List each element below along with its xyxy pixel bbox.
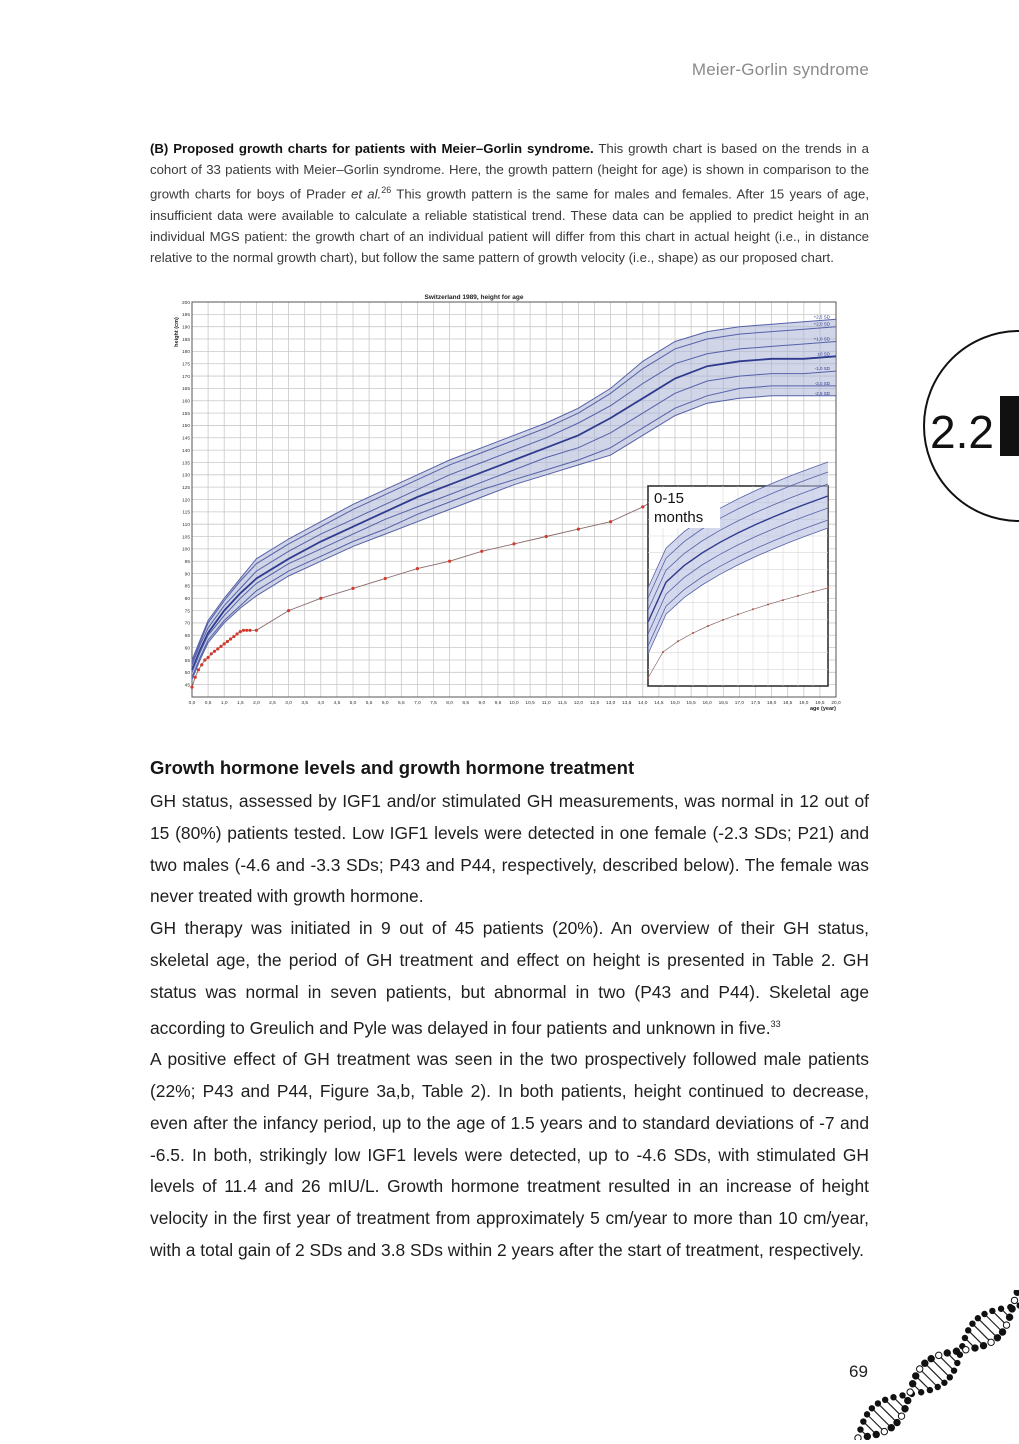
x-tick-label: 1,5 xyxy=(237,700,244,706)
dna-rung xyxy=(931,1359,950,1378)
mgs-point xyxy=(232,635,235,638)
mgs-point xyxy=(512,542,515,545)
body-text xyxy=(150,786,869,1267)
y-tick-label: 80 xyxy=(185,596,191,602)
caption-text: This growth chart is based on the trends in a cohort of 33 patients with Meier–Gorlin syndrome. Here, the growth pattern (height for age) is shown in comparison to the growth charts for boys of Prader xyxy=(150,141,869,202)
x-tick-label: 15,5 xyxy=(686,700,696,706)
dna-node xyxy=(869,1405,875,1411)
dna-node xyxy=(913,1373,919,1379)
running-header: Meier-Gorlin syndrome xyxy=(692,60,869,80)
x-tick-label: 19,0 xyxy=(799,700,809,706)
x-tick-label: 12,5 xyxy=(590,700,600,706)
sd-label: -2,5 SD xyxy=(815,391,831,396)
mgs-point xyxy=(190,686,193,689)
x-tick-label: 8,0 xyxy=(446,700,453,706)
x-tick-label: 17,5 xyxy=(751,700,761,706)
mgs-point xyxy=(210,652,213,655)
caption-et-al: et al. xyxy=(351,187,381,202)
x-tick-label: 9,5 xyxy=(495,700,502,706)
x-tick-label: 0,5 xyxy=(205,700,212,706)
dna-helix-decoration xyxy=(848,1290,1019,1440)
sd-label: +2,0 SD xyxy=(814,322,831,327)
mgs-point xyxy=(239,630,242,633)
sd-label: -2,0 SD xyxy=(815,381,831,386)
mgs-point xyxy=(448,560,451,563)
dna-node xyxy=(888,1425,894,1431)
y-tick-label: 60 xyxy=(185,645,191,651)
dna-node xyxy=(954,1360,960,1366)
y-tick-label: 140 xyxy=(182,448,190,454)
dna-rung xyxy=(972,1324,991,1343)
sd-label: +2,5 SD xyxy=(814,314,831,319)
x-tick-label: 2,5 xyxy=(269,700,276,706)
dna-node xyxy=(936,1352,942,1358)
x-tick-label: 6,0 xyxy=(382,700,389,706)
dna-node xyxy=(975,1315,981,1321)
x-tick-label: 4,0 xyxy=(317,700,324,706)
mgs-point xyxy=(319,597,322,600)
dna-node xyxy=(881,1428,887,1434)
dna-rung xyxy=(920,1369,938,1387)
dna-node xyxy=(917,1366,923,1372)
mgs-point xyxy=(229,637,232,640)
paragraph-2-reference: 33 xyxy=(771,1019,781,1029)
dna-node xyxy=(969,1320,975,1326)
x-tick-label: 3,5 xyxy=(301,700,308,706)
y-tick-label: 115 xyxy=(182,510,190,516)
dna-node xyxy=(899,1392,905,1398)
mgs-point xyxy=(200,663,203,666)
x-tick-label: 19,5 xyxy=(815,700,825,706)
x-tick-label: 5,0 xyxy=(350,700,357,706)
y-tick-label: 200 xyxy=(182,300,190,306)
y-tick-label: 55 xyxy=(185,658,191,664)
dna-node xyxy=(935,1384,941,1390)
dna-node xyxy=(902,1406,908,1412)
y-tick-label: 70 xyxy=(185,621,191,627)
dna-rung xyxy=(872,1408,891,1427)
y-tick-label: 175 xyxy=(182,362,190,368)
x-tick-label: 13,5 xyxy=(622,700,632,706)
x-tick-label: 14,5 xyxy=(654,700,664,706)
dna-node xyxy=(988,1339,994,1345)
mgs-point xyxy=(577,528,580,531)
mgs-point xyxy=(236,632,239,635)
mgs-point xyxy=(416,567,419,570)
dna-node xyxy=(963,1347,969,1353)
dna-node xyxy=(1011,1297,1017,1303)
x-tick-label: 2,0 xyxy=(253,700,260,706)
x-tick-label: 13,0 xyxy=(606,700,616,706)
mgs-point xyxy=(245,629,248,632)
y-tick-label: 45 xyxy=(185,682,191,688)
dna-node xyxy=(989,1308,995,1314)
mgs-point xyxy=(287,609,290,612)
x-tick-label: 7,0 xyxy=(414,700,421,706)
x-tick-label: 16,5 xyxy=(719,700,729,706)
dna-node xyxy=(927,1387,933,1393)
x-tick-label: 10,5 xyxy=(525,700,535,706)
dna-node xyxy=(875,1400,881,1406)
dna-rung xyxy=(985,1314,1003,1332)
dna-node xyxy=(951,1367,957,1373)
x-tick-label: 12,0 xyxy=(574,700,584,706)
growth-chart xyxy=(168,292,848,716)
y-tick-label: 180 xyxy=(182,349,190,355)
mgs-point xyxy=(197,668,200,671)
mgs-point xyxy=(226,640,229,643)
y-tick-label: 85 xyxy=(185,584,191,590)
dna-node xyxy=(855,1435,861,1440)
chapter-tab xyxy=(920,330,1019,522)
mgs-point xyxy=(351,587,354,590)
mgs-point xyxy=(248,629,251,632)
x-tick-label: 18,0 xyxy=(767,700,777,706)
dna-node xyxy=(981,1311,987,1317)
dna-node xyxy=(999,1329,1005,1335)
mgs-point xyxy=(203,658,206,661)
y-tick-label: 170 xyxy=(182,374,190,380)
caption-lead: (B) Proposed growth charts for patients with Meier–Gorlin syndrome. xyxy=(150,141,594,156)
dna-node xyxy=(905,1397,911,1403)
x-tick-label: 1,0 xyxy=(221,700,228,706)
caption-text-2: This growth pattern is the same for males and females. After 15 years of age, insufficient data were available to calculate a reliable statistical trend. These data can be applied to predict height in an individual MGS patient: the growth chart of an individual patient will differ from this chart in actual height (i.e., in distance relative to the normal growth chart), but follow the same pattern of growth velocity (i.e., shape) as our proposed chart. xyxy=(150,187,869,266)
dna-node xyxy=(922,1360,928,1366)
dna-node xyxy=(953,1348,959,1354)
sd-label: +1,0 SD xyxy=(814,337,831,342)
section-heading: Growth hormone levels and growth hormone treatment xyxy=(150,757,634,779)
x-tick-label: 10,0 xyxy=(509,700,519,706)
dna-node xyxy=(994,1335,1000,1341)
dna-node xyxy=(890,1394,896,1400)
y-axis-label: height (cm) xyxy=(174,317,180,347)
mgs-point xyxy=(223,642,226,645)
mgs-point xyxy=(216,647,219,650)
y-tick-label: 50 xyxy=(185,670,191,676)
dna-node xyxy=(941,1380,947,1386)
mgs-point xyxy=(545,535,548,538)
x-tick-label: 6,5 xyxy=(398,700,405,706)
dna-node xyxy=(947,1374,953,1380)
dna-node xyxy=(864,1411,870,1417)
dna-node xyxy=(860,1418,866,1424)
mgs-point xyxy=(219,645,222,648)
sd-label: ±0 SD xyxy=(818,351,831,356)
dna-node xyxy=(965,1327,971,1333)
dna-node xyxy=(980,1342,986,1348)
paragraph-3: A positive effect of GH treatment was seen in the two prospectively followed male patients (22%; P43 and P44, Figure 3a,b, Table 2). In both patients, height continued to decrease, even after the infancy period, up to the age of 1.5 years and to standard deviations of -7 and -6.5. In both, strikingly low IGF1 levels were detected, up to -4.6 SDs, with stimulated GH levels of 11.4 and 26 mIU/L. Growth hormone treatment resulted in an increase of height velocity in the first year of treatment from approximately 5 cm/year to more than 10 cm/year, with a total gain of 2 SDs and 3.8 SDs within 2 years after the start of treatment, respectively. xyxy=(150,1044,869,1267)
dna-node xyxy=(864,1433,870,1439)
y-tick-label: 155 xyxy=(182,411,190,417)
x-tick-label: 18,5 xyxy=(783,700,793,706)
paragraph-1: GH status, assessed by IGF1 and/or stimulated GH measurements, was normal in 12 out of 15 (80%) patients tested. Low IGF1 levels were detected in one female (-2.3 SDs; P21) and two males (-4.6 and -3.3 SDs; P43 and P44, respectively, described below). The female was never treated with growth hormone. xyxy=(150,786,869,913)
y-tick-label: 125 xyxy=(182,485,190,491)
dna-node xyxy=(1014,1290,1019,1295)
caption-reference: 26 xyxy=(381,185,391,195)
y-tick-label: 190 xyxy=(182,324,190,330)
dna-rung xyxy=(878,1403,897,1422)
growth-chart-svg xyxy=(168,292,848,716)
x-tick-label: 11,5 xyxy=(558,700,567,706)
x-tick-label: 7,5 xyxy=(430,700,437,706)
mgs-point xyxy=(255,629,258,632)
paragraph-2 xyxy=(150,913,869,1044)
mgs-point xyxy=(480,550,483,553)
dna-node xyxy=(918,1389,924,1395)
dna-node xyxy=(907,1389,913,1395)
chapter-number: 2.2 xyxy=(930,406,994,458)
mgs-point xyxy=(641,505,644,508)
paragraph-2-text: GH therapy was initiated in 9 out of 45 patients (20%). An overview of their GH status, skeletal age, the period of GH treatment and effect on height is presented in Table 2. GH status was normal in seven patients, but abnormal in two (P43 and P44). Skeletal age according to Greulich and Pyle was delayed in four patients and unknown in five. xyxy=(150,918,869,1037)
dna-rung xyxy=(978,1318,998,1338)
dna-node xyxy=(894,1419,900,1425)
sd-label: -1,0 SD xyxy=(815,366,831,371)
y-tick-label: 130 xyxy=(182,473,190,479)
mgs-point xyxy=(242,629,245,632)
mgs-point xyxy=(213,650,216,653)
x-tick-label: 20,0 xyxy=(831,700,841,706)
y-tick-label: 105 xyxy=(182,534,190,540)
x-tick-label: 8,5 xyxy=(462,700,469,706)
chart-title: Switzerland 1989, height for age xyxy=(425,294,524,301)
figure-caption xyxy=(150,138,869,269)
x-tick-label: 11,0 xyxy=(542,700,551,706)
mgs-point xyxy=(609,520,612,523)
dna-node xyxy=(998,1306,1004,1312)
dna-node xyxy=(882,1397,888,1403)
dna-node xyxy=(928,1355,934,1361)
y-tick-label: 185 xyxy=(182,337,190,343)
x-tick-label: 15,0 xyxy=(670,700,680,706)
x-tick-label: 3,0 xyxy=(285,700,292,706)
y-tick-label: 160 xyxy=(182,399,190,405)
dna-node xyxy=(972,1345,978,1351)
dna-node xyxy=(873,1431,879,1437)
x-tick-label: 5,5 xyxy=(366,700,373,706)
y-tick-label: 90 xyxy=(185,571,191,577)
dna-node xyxy=(944,1350,950,1356)
x-tick-label: 16,0 xyxy=(703,700,713,706)
inset-label-unit: months xyxy=(654,509,703,526)
dna-node xyxy=(1006,1314,1012,1320)
mgs-point xyxy=(384,577,387,580)
mgs-point xyxy=(194,676,197,679)
dna-node xyxy=(962,1335,968,1341)
inset-label-range: 0-15 xyxy=(654,490,684,507)
y-tick-label: 110 xyxy=(182,522,190,528)
y-tick-label: 120 xyxy=(182,497,190,503)
x-axis-label: age (year) xyxy=(810,706,836,712)
mgs-point xyxy=(207,656,210,659)
dna-rung xyxy=(925,1363,945,1383)
y-tick-label: 165 xyxy=(182,386,190,392)
x-tick-label: 14,0 xyxy=(638,700,648,706)
dna-node xyxy=(857,1426,863,1432)
x-tick-label: 9,0 xyxy=(478,700,485,706)
y-tick-label: 95 xyxy=(185,559,191,565)
dna-node xyxy=(1003,1322,1009,1328)
y-tick-label: 195 xyxy=(182,312,190,318)
y-tick-label: 100 xyxy=(182,547,190,553)
x-tick-label: 4,5 xyxy=(334,700,341,706)
x-tick-label: 17,0 xyxy=(735,700,745,706)
y-tick-label: 145 xyxy=(182,436,190,442)
dna-node xyxy=(1009,1306,1015,1312)
dna-node xyxy=(898,1413,904,1419)
y-tick-label: 75 xyxy=(185,608,191,614)
y-tick-label: 150 xyxy=(182,423,190,429)
page-number: 69 xyxy=(849,1362,868,1382)
y-tick-label: 135 xyxy=(182,460,190,466)
y-tick-label: 65 xyxy=(185,633,191,639)
x-tick-label: 0,0 xyxy=(189,700,196,706)
dna-node xyxy=(909,1381,915,1387)
